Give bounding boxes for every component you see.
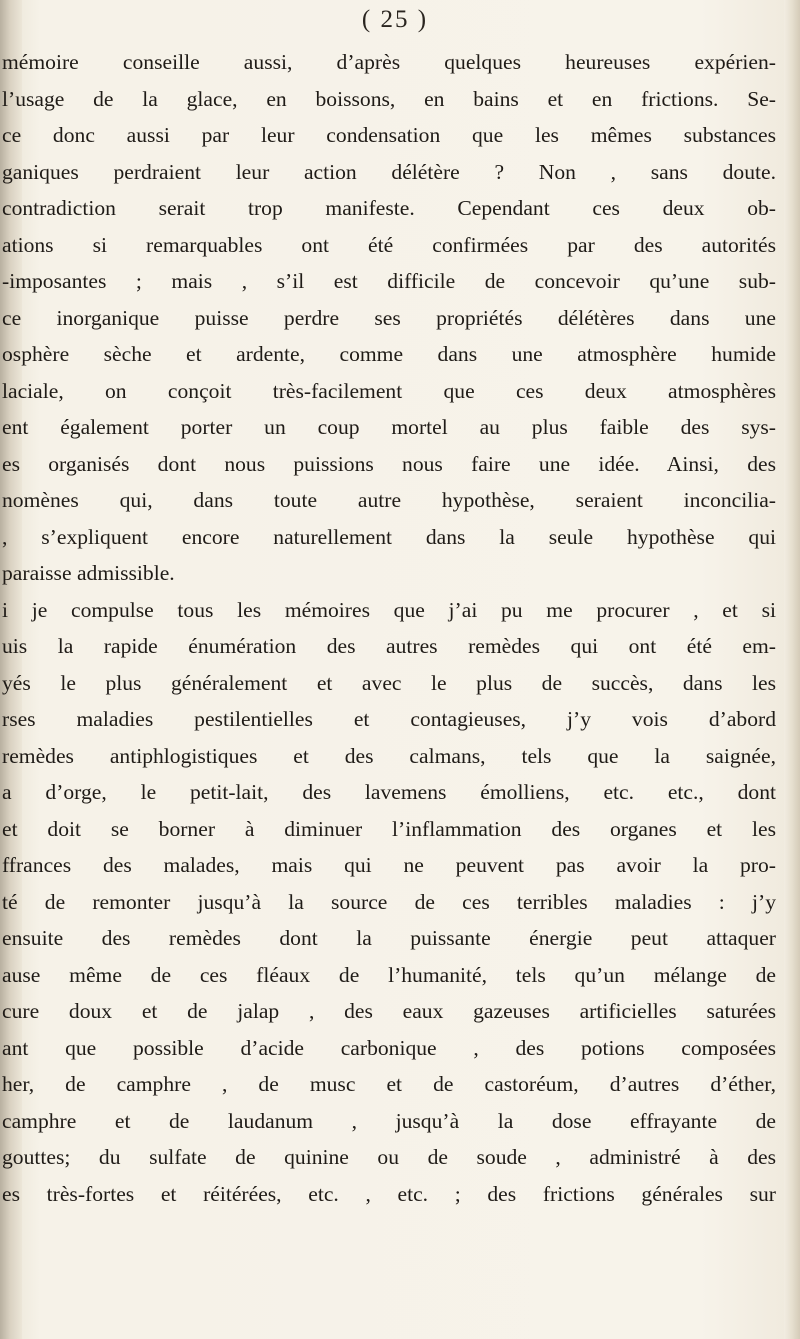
text-line: gouttes; du sulfate de quinine ou de soude , administré à des	[2, 1145, 776, 1169]
text-line: mémoire conseille aussi, d’après quelques heureuses expérien-	[2, 50, 776, 74]
text-line: camphre et de laudanum , jusqu’à la dose effrayante de	[2, 1108, 776, 1133]
text-line: laciale, on conçoit très-facilement que ces deux atmosphères	[2, 378, 776, 403]
text-line: l’usage de la glace, en boissons, en bains et en frictions. Se-	[2, 86, 776, 111]
text-line: cure doux et de jalap , des eaux gazeuses artificielles saturées	[2, 999, 776, 1023]
text-line: her, de camphre , de musc et de castoréum, d’autres d’éther,	[2, 1072, 776, 1096]
text-line: contradiction serait trop manifeste. Cependant ces deux ob-	[2, 196, 776, 220]
italic-phrase: osphère sèche et ardente, comme dans une atmosphère humide	[2, 342, 776, 366]
text-line: ations si remarquables ont été confirmées par des autorités	[2, 232, 776, 257]
text-line: ant que possible d’acide carbonique , des potions composées	[2, 1035, 776, 1060]
text-line: ause même de ces fléaux de l’humanité, tels qu’un mélange de	[2, 962, 776, 987]
text-line: a d’orge, le petit-lait, des lavemens émolliens, etc. etc., dont	[2, 780, 776, 804]
text-line: paraisse admissible.	[2, 561, 175, 585]
text-line: ent également porter un coup mortel au plus faible des sys-	[2, 415, 776, 439]
text-line: nomènes qui, dans toute autre hypothèse, seraient inconcilia-	[2, 488, 776, 512]
text-line: uis la rapide énumération des autres remèdes qui ont été em-	[2, 634, 776, 658]
text-line: ffrances des malades, mais qui ne peuvent pas avoir la pro-	[2, 853, 776, 877]
text-line: té de remonter jusqu’à la source de ces terribles maladies : j’y	[2, 889, 776, 914]
text-line: es très-fortes et réitérées, etc. , etc. ; des frictions générales sur	[2, 1181, 776, 1206]
text-line: ce donc aussi par leur condensation que les mêmes substances	[2, 123, 776, 147]
text-line: i je compulse tous les mémoires que j’ai pu me procurer , et si	[2, 597, 776, 622]
text-line: ensuite des remèdes dont la puissante énergie peut attaquer	[2, 926, 776, 950]
text-line	[2, 336, 776, 372]
text-line: et doit se borner à diminuer l’inflammation des organes et les	[2, 816, 776, 841]
text-line: es organisés dont nous puissions nous faire une idée. Ainsi, des	[2, 451, 776, 476]
text-line: ce inorganique puisse perdre ses propriétés délétères dans une	[2, 305, 776, 330]
text-line: remèdes antiphlogistiques et des calmans, tels que la saignée,	[2, 743, 776, 768]
page-number: ( 25 )	[361, 6, 429, 33]
page-edge	[784, 0, 800, 1339]
text-line: -imposantes ; mais , s’il est difficile de concevoir qu’une sub-	[2, 269, 776, 293]
text-line: ganiques perdraient leur action délétère ? Non , sans doute.	[2, 159, 776, 184]
text-line: , s’expliquent encore naturellement dans la seule hypothèse qui	[2, 524, 776, 549]
text-line: rses maladies pestilentielles et contagieuses, j’y vois d’abord	[2, 707, 776, 731]
text-line: yés le plus généralement et avec le plus de succès, dans les	[2, 670, 776, 695]
